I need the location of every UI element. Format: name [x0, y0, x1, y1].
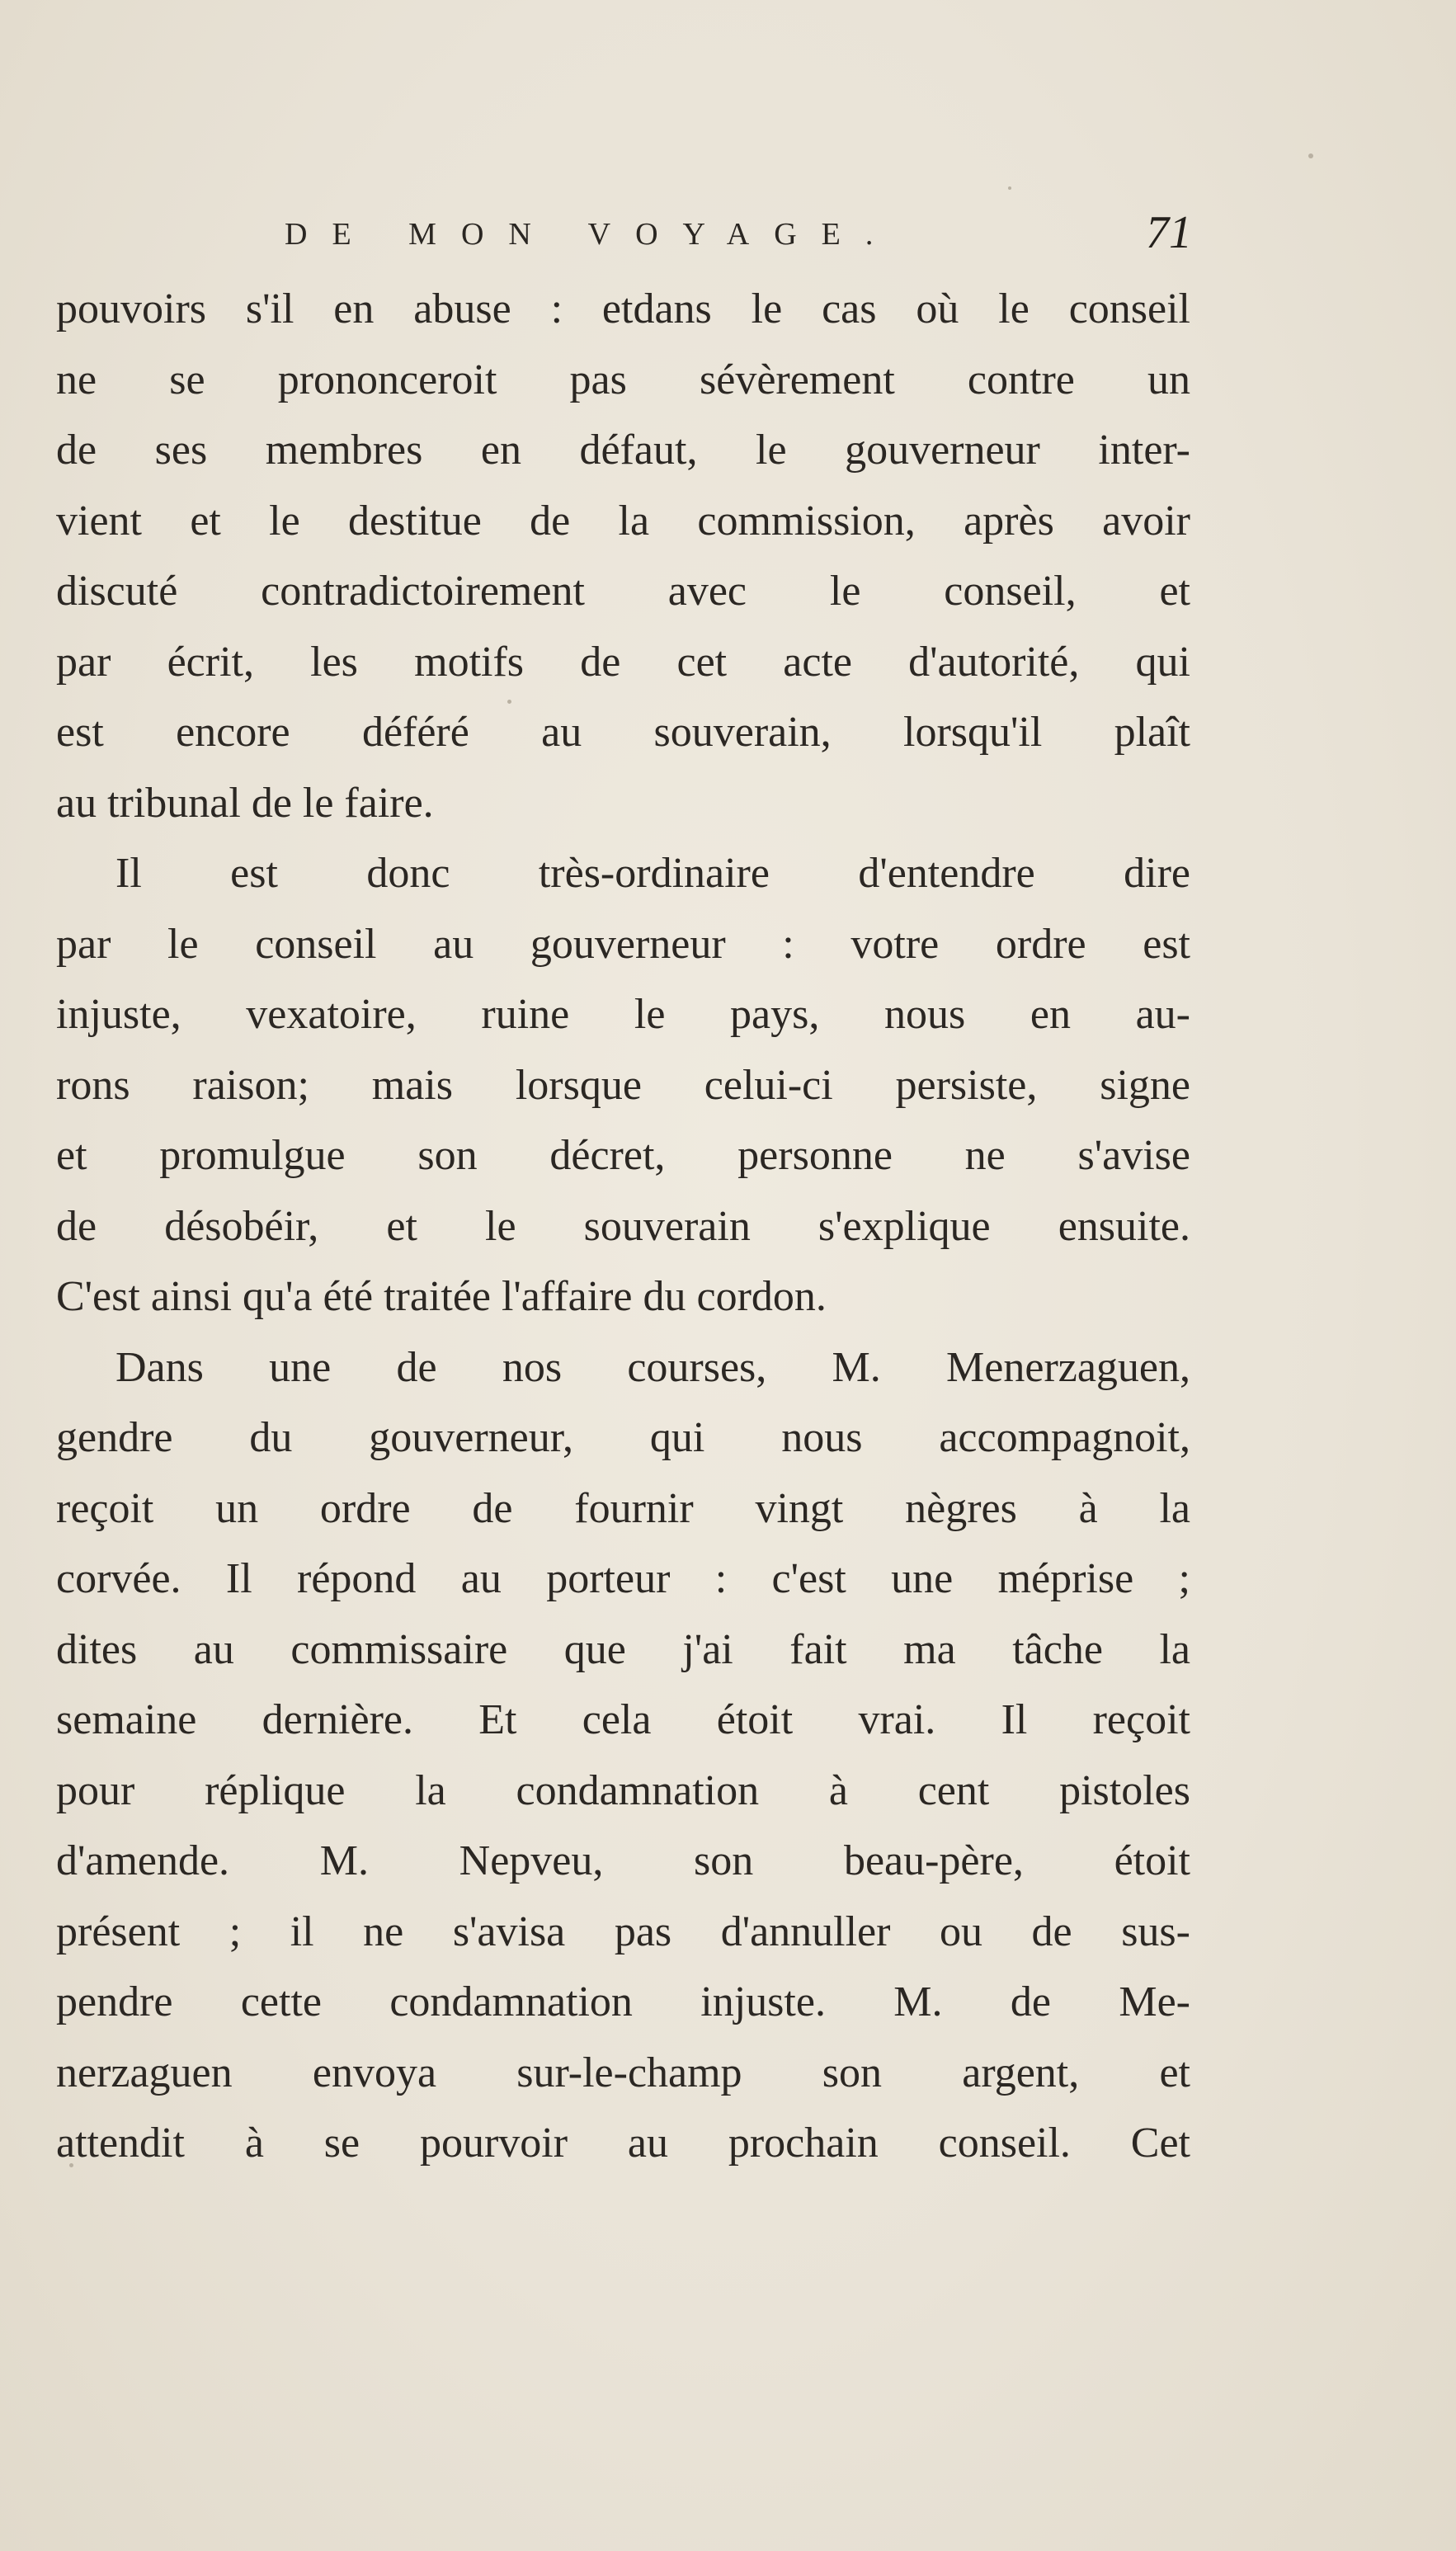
text-line: ne se prononceroit pas sévèrement contre un [56, 356, 1190, 403]
text-line: dites au commissaire que j'ai fait ma tâche la [56, 1625, 1190, 1673]
text-line: corvée. Il répond au porteur : c'est une méprise ; [56, 1555, 1190, 1602]
paragraph-menerzaguen [56, 1332, 1190, 2179]
text-line: discuté contradictoirement avec le conseil, et [56, 568, 1190, 615]
paper-speck [1008, 186, 1011, 190]
text-line: C'est ainsi qu'a été traitée l'affaire du cordon. [56, 1273, 827, 1320]
paragraph-council [56, 838, 1190, 1332]
paragraph-continuation [56, 274, 1190, 838]
text-line: par le conseil au gouverneur : votre ordre est [56, 920, 1190, 968]
text-line: Dans une de nos courses, M. Menerzaguen, [115, 1343, 1190, 1391]
text-line: reçoit un ordre de fournir vingt nègres à la [56, 1484, 1190, 1532]
page-header [285, 206, 1192, 264]
text-line: nerzaguen envoya sur-le-champ son argent, et [56, 2049, 1190, 2096]
text-line: par écrit, les motifs de cet acte d'autorité, qui [56, 638, 1190, 686]
text-line: semaine dernière. Et cela étoit vrai. Il reçoit [56, 1696, 1190, 1743]
body-text [56, 274, 1190, 2179]
text-line: présent ; il ne s'avisa pas d'annuller ou de sus- [56, 1907, 1190, 1955]
paper-speck [1308, 153, 1313, 158]
text-line: pour réplique la condamnation à cent pistoles [56, 1766, 1190, 1814]
text-line: au tribunal de le faire. [56, 779, 434, 827]
text-line: vient et le destitue de la commission, après avoir [56, 497, 1190, 545]
text-line: Il est donc très-ordinaire d'entendre dire [115, 850, 1190, 897]
text-line: est encore déféré au souverain, lorsqu'il plaît [56, 709, 1190, 756]
text-line: pendre cette condamnation injuste. M. de Me- [56, 1978, 1190, 2025]
text-line: de désobéir, et le souverain s'explique ensuite. [56, 1202, 1190, 1250]
text-line: pouvoirs s'il en abuse : etdans le cas où le conseil [56, 285, 1190, 332]
running-title: DE MON VOYAGE. [285, 217, 898, 252]
text-line: gendre du gouverneur, qui nous accompagnoit, [56, 1414, 1190, 1461]
text-line: attendit à se pourvoir au prochain conseil. Cet [56, 2120, 1190, 2167]
page-number: 71 [1146, 207, 1192, 258]
text-line: injuste, vexatoire, ruine le pays, nous en au- [56, 991, 1190, 1038]
text-line: rons raison; mais lorsque celui-ci persiste, signe [56, 1061, 1190, 1109]
text-line: de ses membres en défaut, le gouverneur inter- [56, 427, 1190, 474]
text-line: et promulgue son décret, personne ne s'avise [56, 1132, 1190, 1179]
text-line: d'amende. M. Nepveu, son beau-père, étoit [56, 1837, 1190, 1884]
